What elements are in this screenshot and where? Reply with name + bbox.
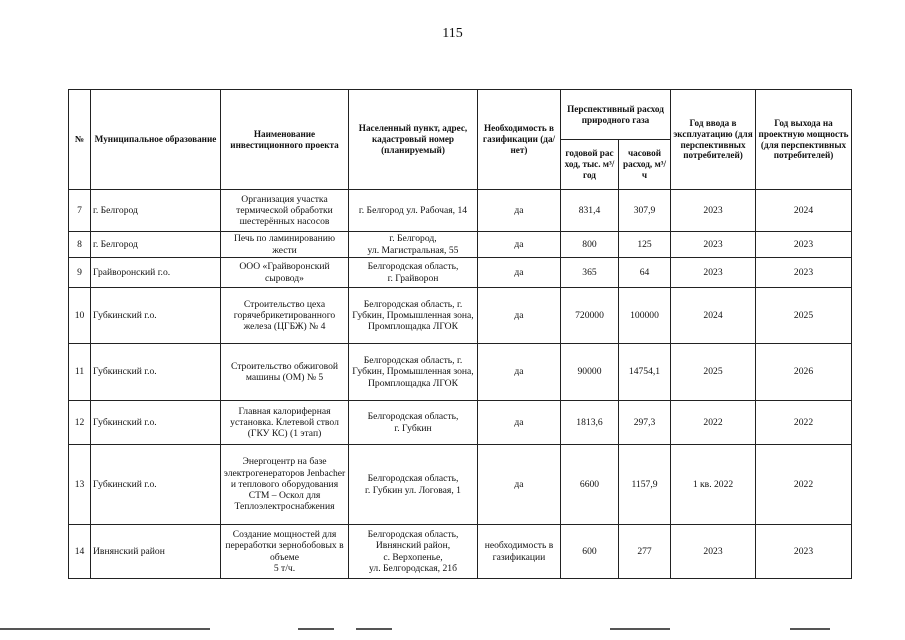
location-cell: г. Белгород, ул. Магистральная, 55 (349, 232, 478, 258)
year-capacity-cell: 2026 (756, 344, 852, 401)
annual-consumption-cell: 365 (561, 258, 619, 288)
row-number: 14 (69, 525, 91, 579)
annual-consumption-cell: 600 (561, 525, 619, 579)
year-capacity-cell: 2023 (756, 525, 852, 579)
annual-consumption-cell: 1813,6 (561, 401, 619, 445)
header-year-capacity: Год выхода на проектную мощность (для перспективных потребителей) (756, 90, 852, 190)
header-no: № (69, 90, 91, 190)
hourly-consumption-cell: 125 (619, 232, 671, 258)
gas-consumers-table (68, 89, 852, 579)
project-cell: Энергоцентр на базе электрогенераторов Jenbacher и теплового оборудования СТМ – Оскол для Теплоэлектроснабжения (221, 445, 349, 525)
year-capacity-cell: 2025 (756, 288, 852, 344)
row-number: 12 (69, 401, 91, 445)
year-capacity-cell: 2022 (756, 401, 852, 445)
year-start-cell: 2024 (671, 288, 756, 344)
annual-consumption-cell: 6600 (561, 445, 619, 525)
table-row (69, 401, 852, 445)
row-number: 7 (69, 190, 91, 232)
location-cell: Белгородская область, г. Губкин, Промышленная зона, Промплощадка ЛГОК (349, 344, 478, 401)
project-cell: Печь по ламинированию жести (221, 232, 349, 258)
row-number: 10 (69, 288, 91, 344)
location-cell: Белгородская область, г. Губкин, Промышленная зона, Промплощадка ЛГОК (349, 288, 478, 344)
table-row (69, 344, 852, 401)
scan-edge-lines (0, 628, 905, 634)
row-number: 13 (69, 445, 91, 525)
year-capacity-cell: 2023 (756, 258, 852, 288)
row-number: 9 (69, 258, 91, 288)
need-cell: да (478, 258, 561, 288)
annual-consumption-cell: 800 (561, 232, 619, 258)
header-gas-annual: годовой рас ход, тыс. м³/год (561, 140, 619, 190)
need-cell: необходимость в газификации (478, 525, 561, 579)
hourly-consumption-cell: 297,3 (619, 401, 671, 445)
hourly-consumption-cell: 307,9 (619, 190, 671, 232)
year-capacity-cell: 2022 (756, 445, 852, 525)
year-start-cell: 2023 (671, 525, 756, 579)
year-start-cell: 2025 (671, 344, 756, 401)
header-gas-hourly: часовой расход, м³/ч (619, 140, 671, 190)
header-need: Необходимость в газификации (да/нет) (478, 90, 561, 190)
need-cell: да (478, 288, 561, 344)
need-cell: да (478, 232, 561, 258)
year-start-cell: 2022 (671, 401, 756, 445)
need-cell: да (478, 190, 561, 232)
need-cell: да (478, 445, 561, 525)
municipality-cell: г. Белгород (91, 190, 221, 232)
year-start-cell: 2023 (671, 258, 756, 288)
header-project: Наименование инвестиционного проекта (221, 90, 349, 190)
need-cell: да (478, 344, 561, 401)
table-row (69, 232, 852, 258)
annual-consumption-cell: 90000 (561, 344, 619, 401)
location-cell: Белгородская область, г. Губкин ул. Логовая, 1 (349, 445, 478, 525)
hourly-consumption-cell: 100000 (619, 288, 671, 344)
hourly-consumption-cell: 64 (619, 258, 671, 288)
project-cell: Главная калориферная установка. Клетевой ствол (ГКУ КС) (1 этап) (221, 401, 349, 445)
location-cell: г. Белгород ул. Рабочая, 14 (349, 190, 478, 232)
year-capacity-cell: 2024 (756, 190, 852, 232)
table-row (69, 258, 852, 288)
table-row (69, 445, 852, 525)
municipality-cell: Грайворонский г.о. (91, 258, 221, 288)
header-location: Населенный пункт, адрес, кадастровый номер (планируемый) (349, 90, 478, 190)
year-capacity-cell: 2023 (756, 232, 852, 258)
municipality-cell: Ивнянский район (91, 525, 221, 579)
table-row (69, 190, 852, 232)
municipality-cell: г. Белгород (91, 232, 221, 258)
municipality-cell: Губкинский г.о. (91, 344, 221, 401)
header-municipality: Муниципальное образование (91, 90, 221, 190)
year-start-cell: 2023 (671, 232, 756, 258)
location-cell: Белгородская область, г. Губкин (349, 401, 478, 445)
project-cell: Строительство цеха горячебрикетированного железа (ЦГБЖ) № 4 (221, 288, 349, 344)
page-number: 115 (442, 26, 463, 41)
hourly-consumption-cell: 14754,1 (619, 344, 671, 401)
hourly-consumption-cell: 277 (619, 525, 671, 579)
annual-consumption-cell: 831,4 (561, 190, 619, 232)
municipality-cell: Губкинский г.о. (91, 401, 221, 445)
year-start-cell: 1 кв. 2022 (671, 445, 756, 525)
header-year-start: Год ввода в эксплуатацию (для перспективных потребителей) (671, 90, 756, 190)
year-start-cell: 2023 (671, 190, 756, 232)
location-cell: Белгородская область, Ивнянский район, с. Верхопенье, ул. Белгородская, 21б (349, 525, 478, 579)
row-number: 8 (69, 232, 91, 258)
municipality-cell: Губкинский г.о. (91, 288, 221, 344)
municipality-cell: Губкинский г.о. (91, 445, 221, 525)
project-cell: Организация участка термической обработки шестерённых насосов (221, 190, 349, 232)
table-row (69, 288, 852, 344)
header-gas-group: Перспективный расход природного газа (561, 90, 671, 140)
row-number: 11 (69, 344, 91, 401)
need-cell: да (478, 401, 561, 445)
project-cell: Создание мощностей для переработки зернобобовых в объеме 5 т/ч. (221, 525, 349, 579)
annual-consumption-cell: 720000 (561, 288, 619, 344)
project-cell: ООО «Грайворонский сыровод» (221, 258, 349, 288)
project-cell: Строительство обжиговой машины (ОМ) № 5 (221, 344, 349, 401)
table-row (69, 525, 852, 579)
location-cell: Белгородская область, г. Грайворон (349, 258, 478, 288)
hourly-consumption-cell: 1157,9 (619, 445, 671, 525)
